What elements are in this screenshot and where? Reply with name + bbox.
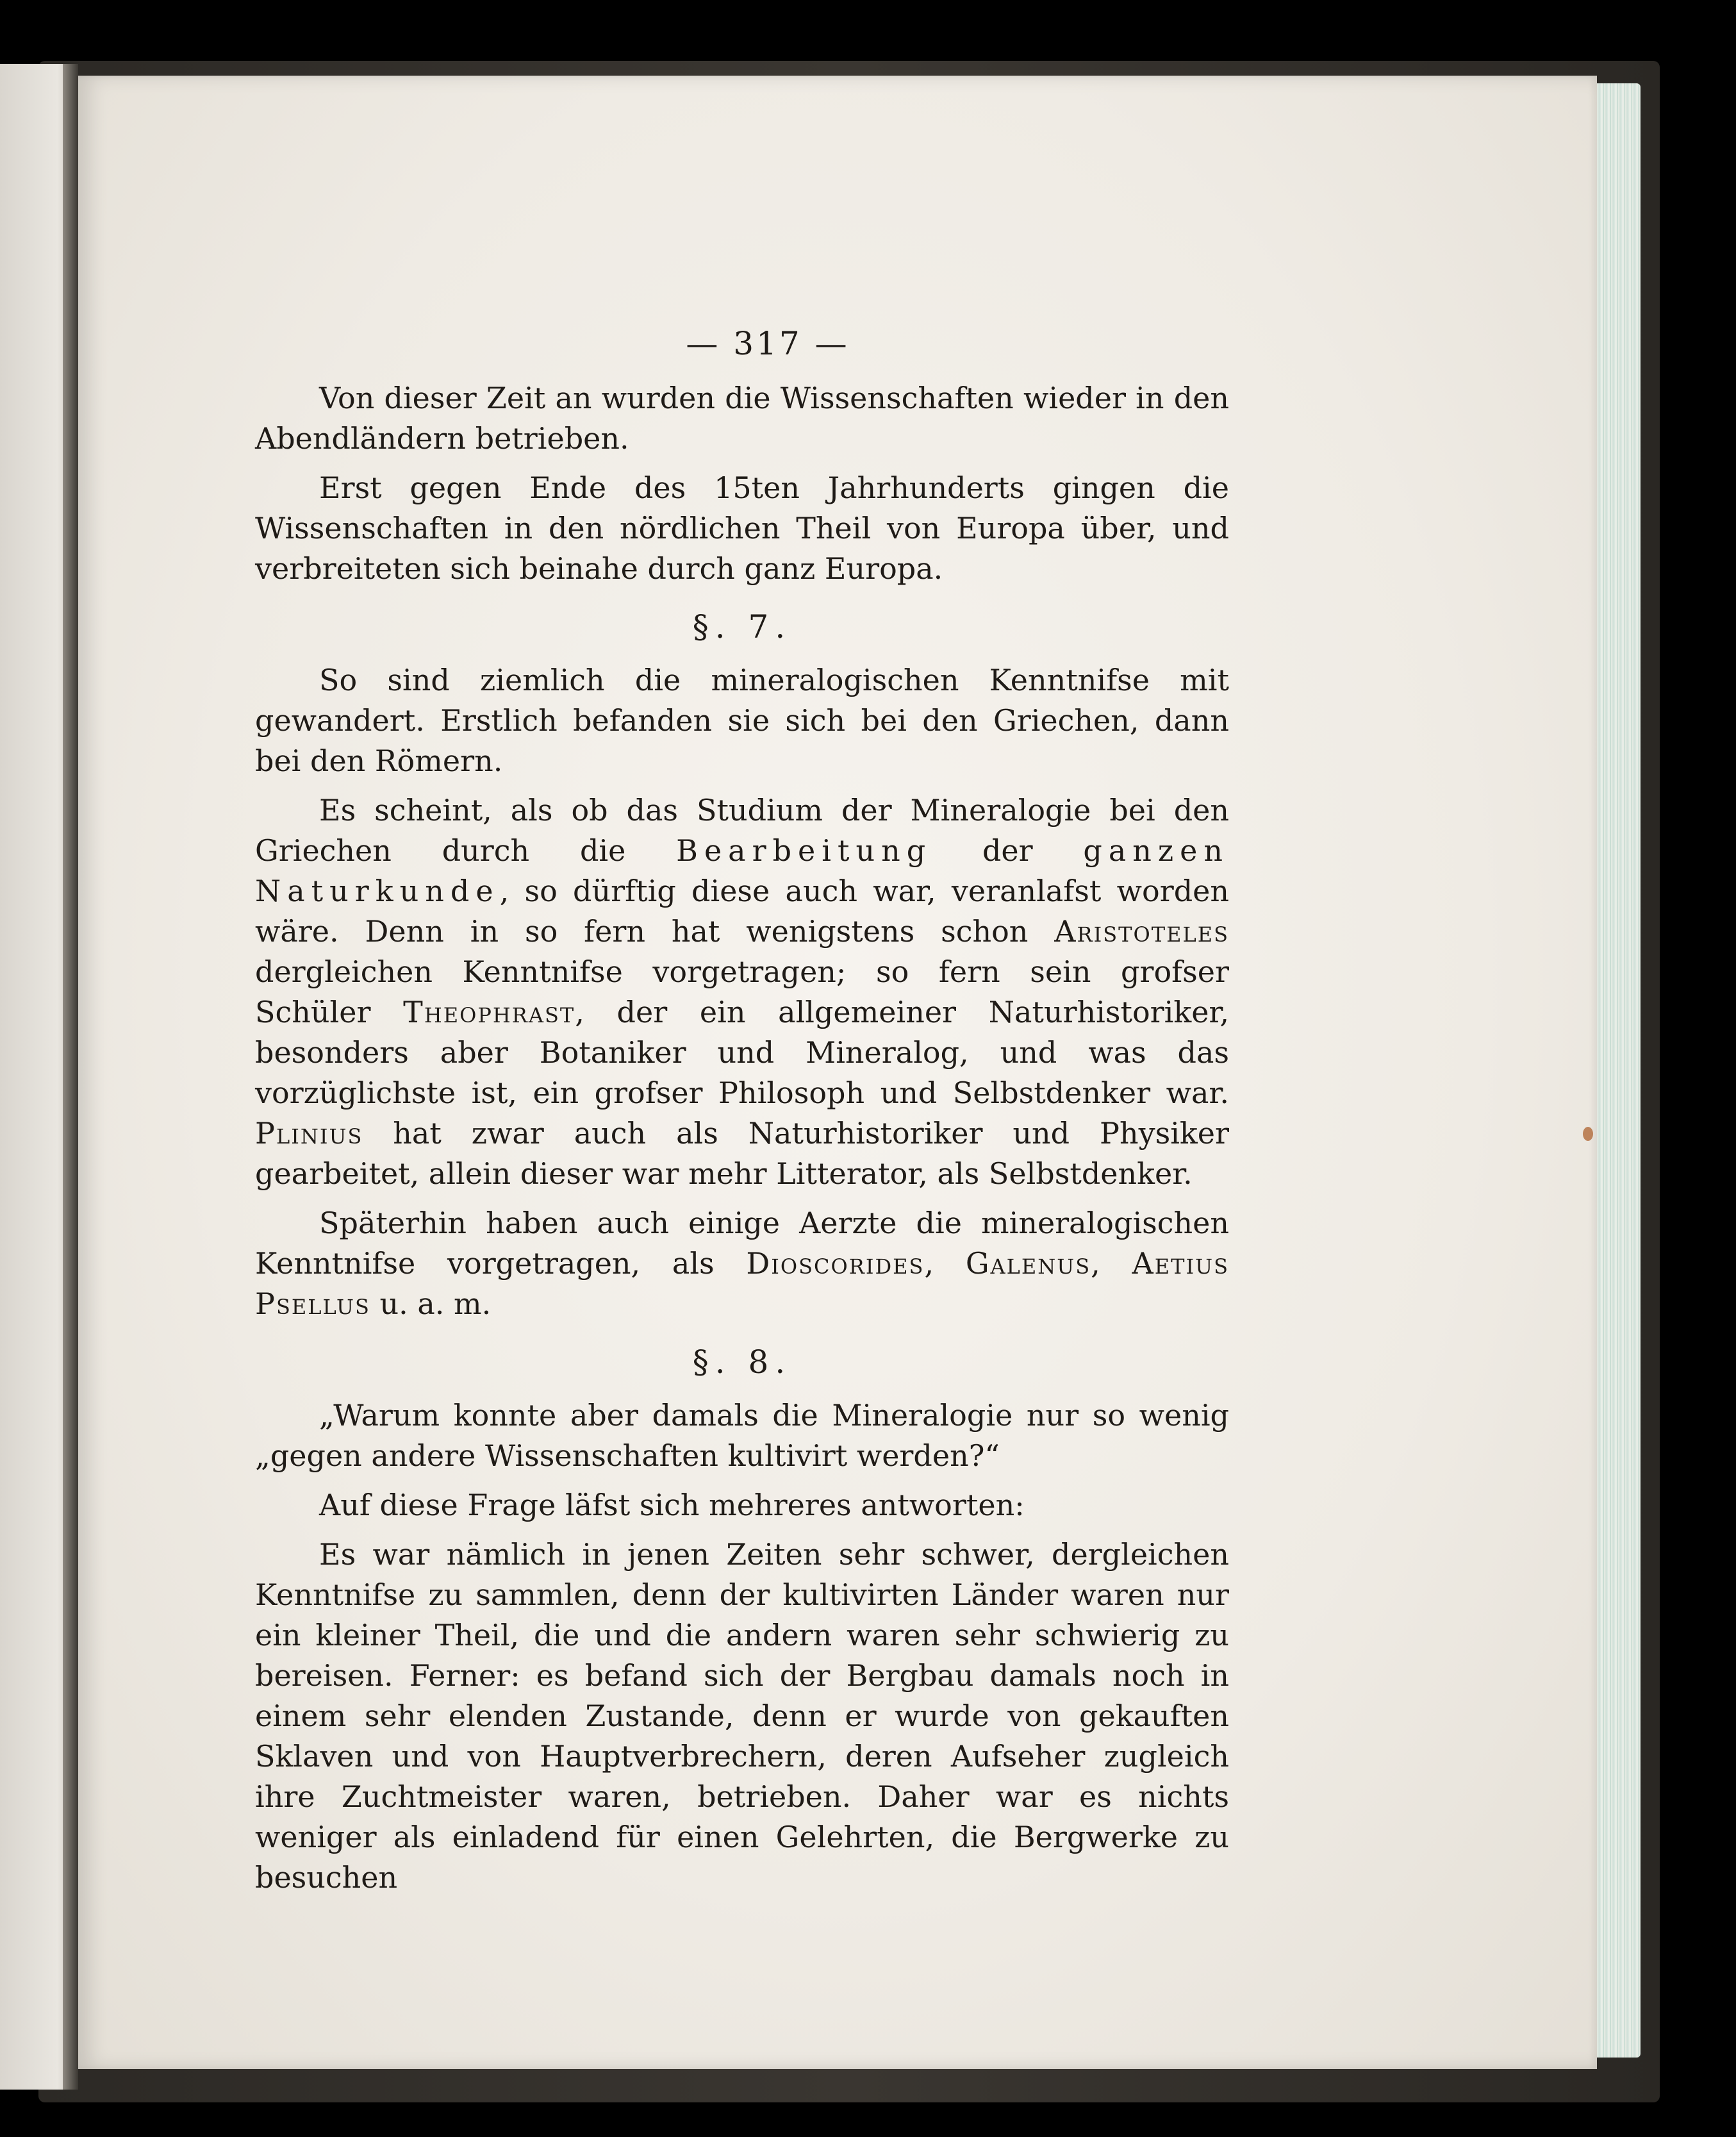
text-run: Es scheint, als ob das Studium der Mineralogie bei den Griechen durch die bbox=[255, 793, 1229, 868]
spaced-text: ganzen Naturkunde bbox=[255, 833, 1230, 908]
book-gutter bbox=[63, 64, 78, 2090]
text-run: , so dürftig diese auch war, veranlafst worden wäre. Denn in so fern hat wenigstens schon bbox=[255, 874, 1229, 949]
page-number: — 317 — bbox=[686, 325, 850, 362]
paragraph: Erst gegen Ende des 15ten Jahrhunderts gingen die Wissenschaften in den nördlichen Theil von Europa über, und verbreiteten sich beinahe durch ganz Europa. bbox=[255, 470, 1229, 586]
text-run: dergleichen Kenntnifse vorgetragen; so fern sein grofser Schüler bbox=[255, 954, 1229, 1029]
paragraph: „Warum konnte aber damals die Mineralogie nur so wenig „gegen andere Wissenschaften kultivirt werden?“ bbox=[255, 1398, 1229, 1473]
spaced-text: Bearbeitung bbox=[676, 833, 932, 868]
author-name: Aristoteles bbox=[1054, 914, 1229, 949]
section-heading-8: §. 8. bbox=[692, 1343, 792, 1381]
paragraph: Es war nämlich in jenen Zeiten sehr schwer, dergleichen Kenntnifse zu sammlen, denn der kultivirten Länder waren nur ein kleiner Theil, die und die andern waren sehr schwierig zu bereisen. Ferner: es befand sich der Bergbau damals noch in einem sehr elenden Zustande, denn er wurde von gekauften Sklaven und von Hauptverbrechern, deren Aufseher zugleich ihre Zuchtmeister waren, betrieben. Daher war es nichts weniger als einladend für einen Gelehrten, die Bergwerke zu besuchen bbox=[255, 1537, 1229, 1895]
text-run: Späterhin haben auch einige Aerzte die mineralogischen Kenntnifse vorgetragen, als bbox=[255, 1206, 1229, 1281]
left-facing-page bbox=[0, 64, 72, 2090]
stain-mark bbox=[1583, 1127, 1593, 1141]
text-run: der bbox=[932, 833, 1084, 868]
section-heading-7: §. 7. bbox=[692, 608, 792, 645]
text-run: , bbox=[1091, 1246, 1132, 1281]
text-run: u. a. m. bbox=[370, 1286, 492, 1321]
author-name: Theophrast bbox=[403, 995, 575, 1029]
paragraph: Von dieser Zeit an wurden die Wissenschaften wieder in den Abendländern betrieben. bbox=[255, 381, 1229, 456]
paragraph bbox=[255, 790, 1229, 1194]
text-run: hat zwar auch als Naturhistoriker und Physiker gearbeitet, allein dieser war mehr Litterator, als Selbstdenker. bbox=[255, 1116, 1229, 1191]
paragraph: So sind ziemlich die mineralogischen Kenntnifse mit gewandert. Erstlich befanden sie sich bei den Griechen, dann bei den Römern. bbox=[255, 663, 1229, 778]
paragraph: Auf diese Frage läfst sich mehreres antworten: bbox=[319, 1488, 1025, 1522]
author-name: Galenus bbox=[965, 1246, 1091, 1281]
paragraph bbox=[255, 1203, 1229, 1324]
author-name: Plinius bbox=[255, 1116, 363, 1151]
author-name: Aetius Psellus bbox=[255, 1246, 1229, 1321]
page-text bbox=[255, 324, 1229, 1907]
text-run: , der ein allgemeiner Naturhistoriker, besonders aber Botaniker und Mineralog, und was das vorzüglichste ist, ein grofser Philosoph und Selbstdenker war. bbox=[255, 995, 1229, 1110]
author-name: Dioscorides bbox=[746, 1246, 925, 1281]
text-run: , bbox=[924, 1246, 966, 1281]
